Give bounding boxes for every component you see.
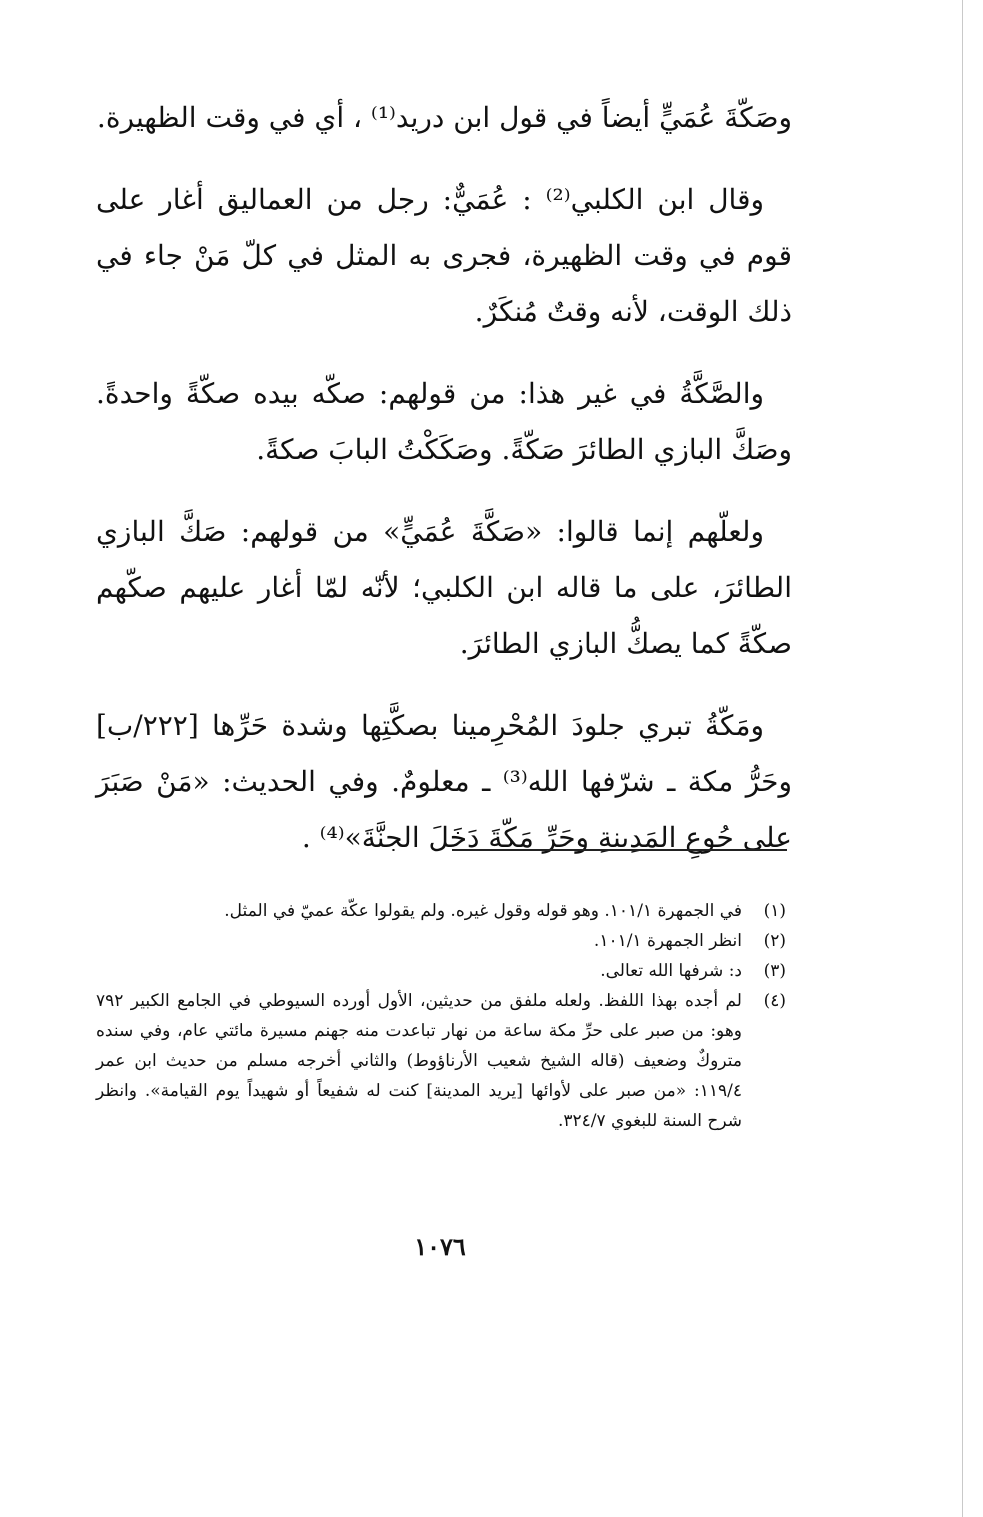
footnote-number: (٤) [763, 991, 786, 1011]
footnote-text: في الجمهرة ١٠١/١. وهو قوله وقول غيره. ولم يقولوا عكّة عميّ في المثل. [224, 901, 742, 921]
page-edge-line [962, 0, 963, 1517]
footnotes [96, 896, 786, 1136]
footnote-number: (٣) [763, 961, 786, 981]
footnote-2 [96, 926, 786, 956]
paragraph-5: ومَكّةُ تبري جلودَ المُحْرِمينا بصكَّتِها وشدة حَرِّها [٢٢٢/ب] وحَرُّ مكة ـ شرّفها الله⁽³⁾ ـ معلومٌ. وفي الحديث: «مَنْ صَبَرَ على جُوعِ المَدِينةِ وحَرِّ مَكّةَ دَخَلَ الجنَّةَ»⁽⁴⁾ . [96, 709, 792, 854]
paragraph-1: وصَكّةَ عُمَيٍّ أيضاً في قول ابن دريد⁽¹⁾ ، أي في وقت الظهيرة. [96, 101, 792, 134]
page-number: ١٠٧٦ [414, 1232, 466, 1261]
paragraph-4: ولعلّهم إنما قالوا: «صَكَّةَ عُمَيٍّ» من قولهم: صَكَّ البازي الطائرَ، على ما قاله ابن الكلبي؛ لأنّه لمّا أغار عليهم صكّهم صكّةً كما يصكُّ البازي الطائرَ. [96, 515, 792, 660]
footnote-text: لم أجده بهذا اللفظ. ولعله ملفق من حديثين، الأول أورده السيوطي في الجامع الكبير ٧٩٢ وهو: من صبر على حرِّ مكة ساعة من نهار تباعدت منه جهنم مسيرة مائتي عام، وفي سنده متروكٌ وضعيف (قاله الشيخ شعيب الأرناؤوط) والثاني أخرجه مسلم من حديث ابن عمر ١١٩/٤: «من صبر على لأوائها [يريد المدينة] كنت له شفيعاً أو شهيداً يوم القيامة». وانظر شرح السنة للبغوي ٣٢٤/٧. [96, 991, 742, 1131]
footnote-text: د: شرفها الله تعالى. [600, 961, 742, 981]
footnote-separator [452, 849, 787, 851]
footnote-1 [96, 896, 786, 926]
footnote-number: (١) [763, 901, 786, 921]
footnote-3 [96, 956, 786, 986]
footnote-4 [96, 986, 786, 1136]
footnote-text: انظر الجمهرة ١٠١/١. [593, 931, 742, 951]
paragraph-3: والصَّكَّةُ في غير هذا: من قولهم: صكّه بيده صكّةً واحدةً. وصَكَّ البازي الطائرَ صَكّةً. وصَكَكْتُ البابَ صكةً. [96, 377, 792, 466]
footnote-number: (٢) [763, 931, 786, 951]
main-text [96, 90, 792, 892]
paragraph-2: وقال ابن الكلبي⁽²⁾ : عُمَيٌّ: رجل من العماليق أغار على قوم في وقت الظهيرة، فجرى به المثل في كلّ مَنْ جاء في ذلك الوقت، لأنه وقتٌ مُنكَرٌ. [96, 183, 792, 328]
